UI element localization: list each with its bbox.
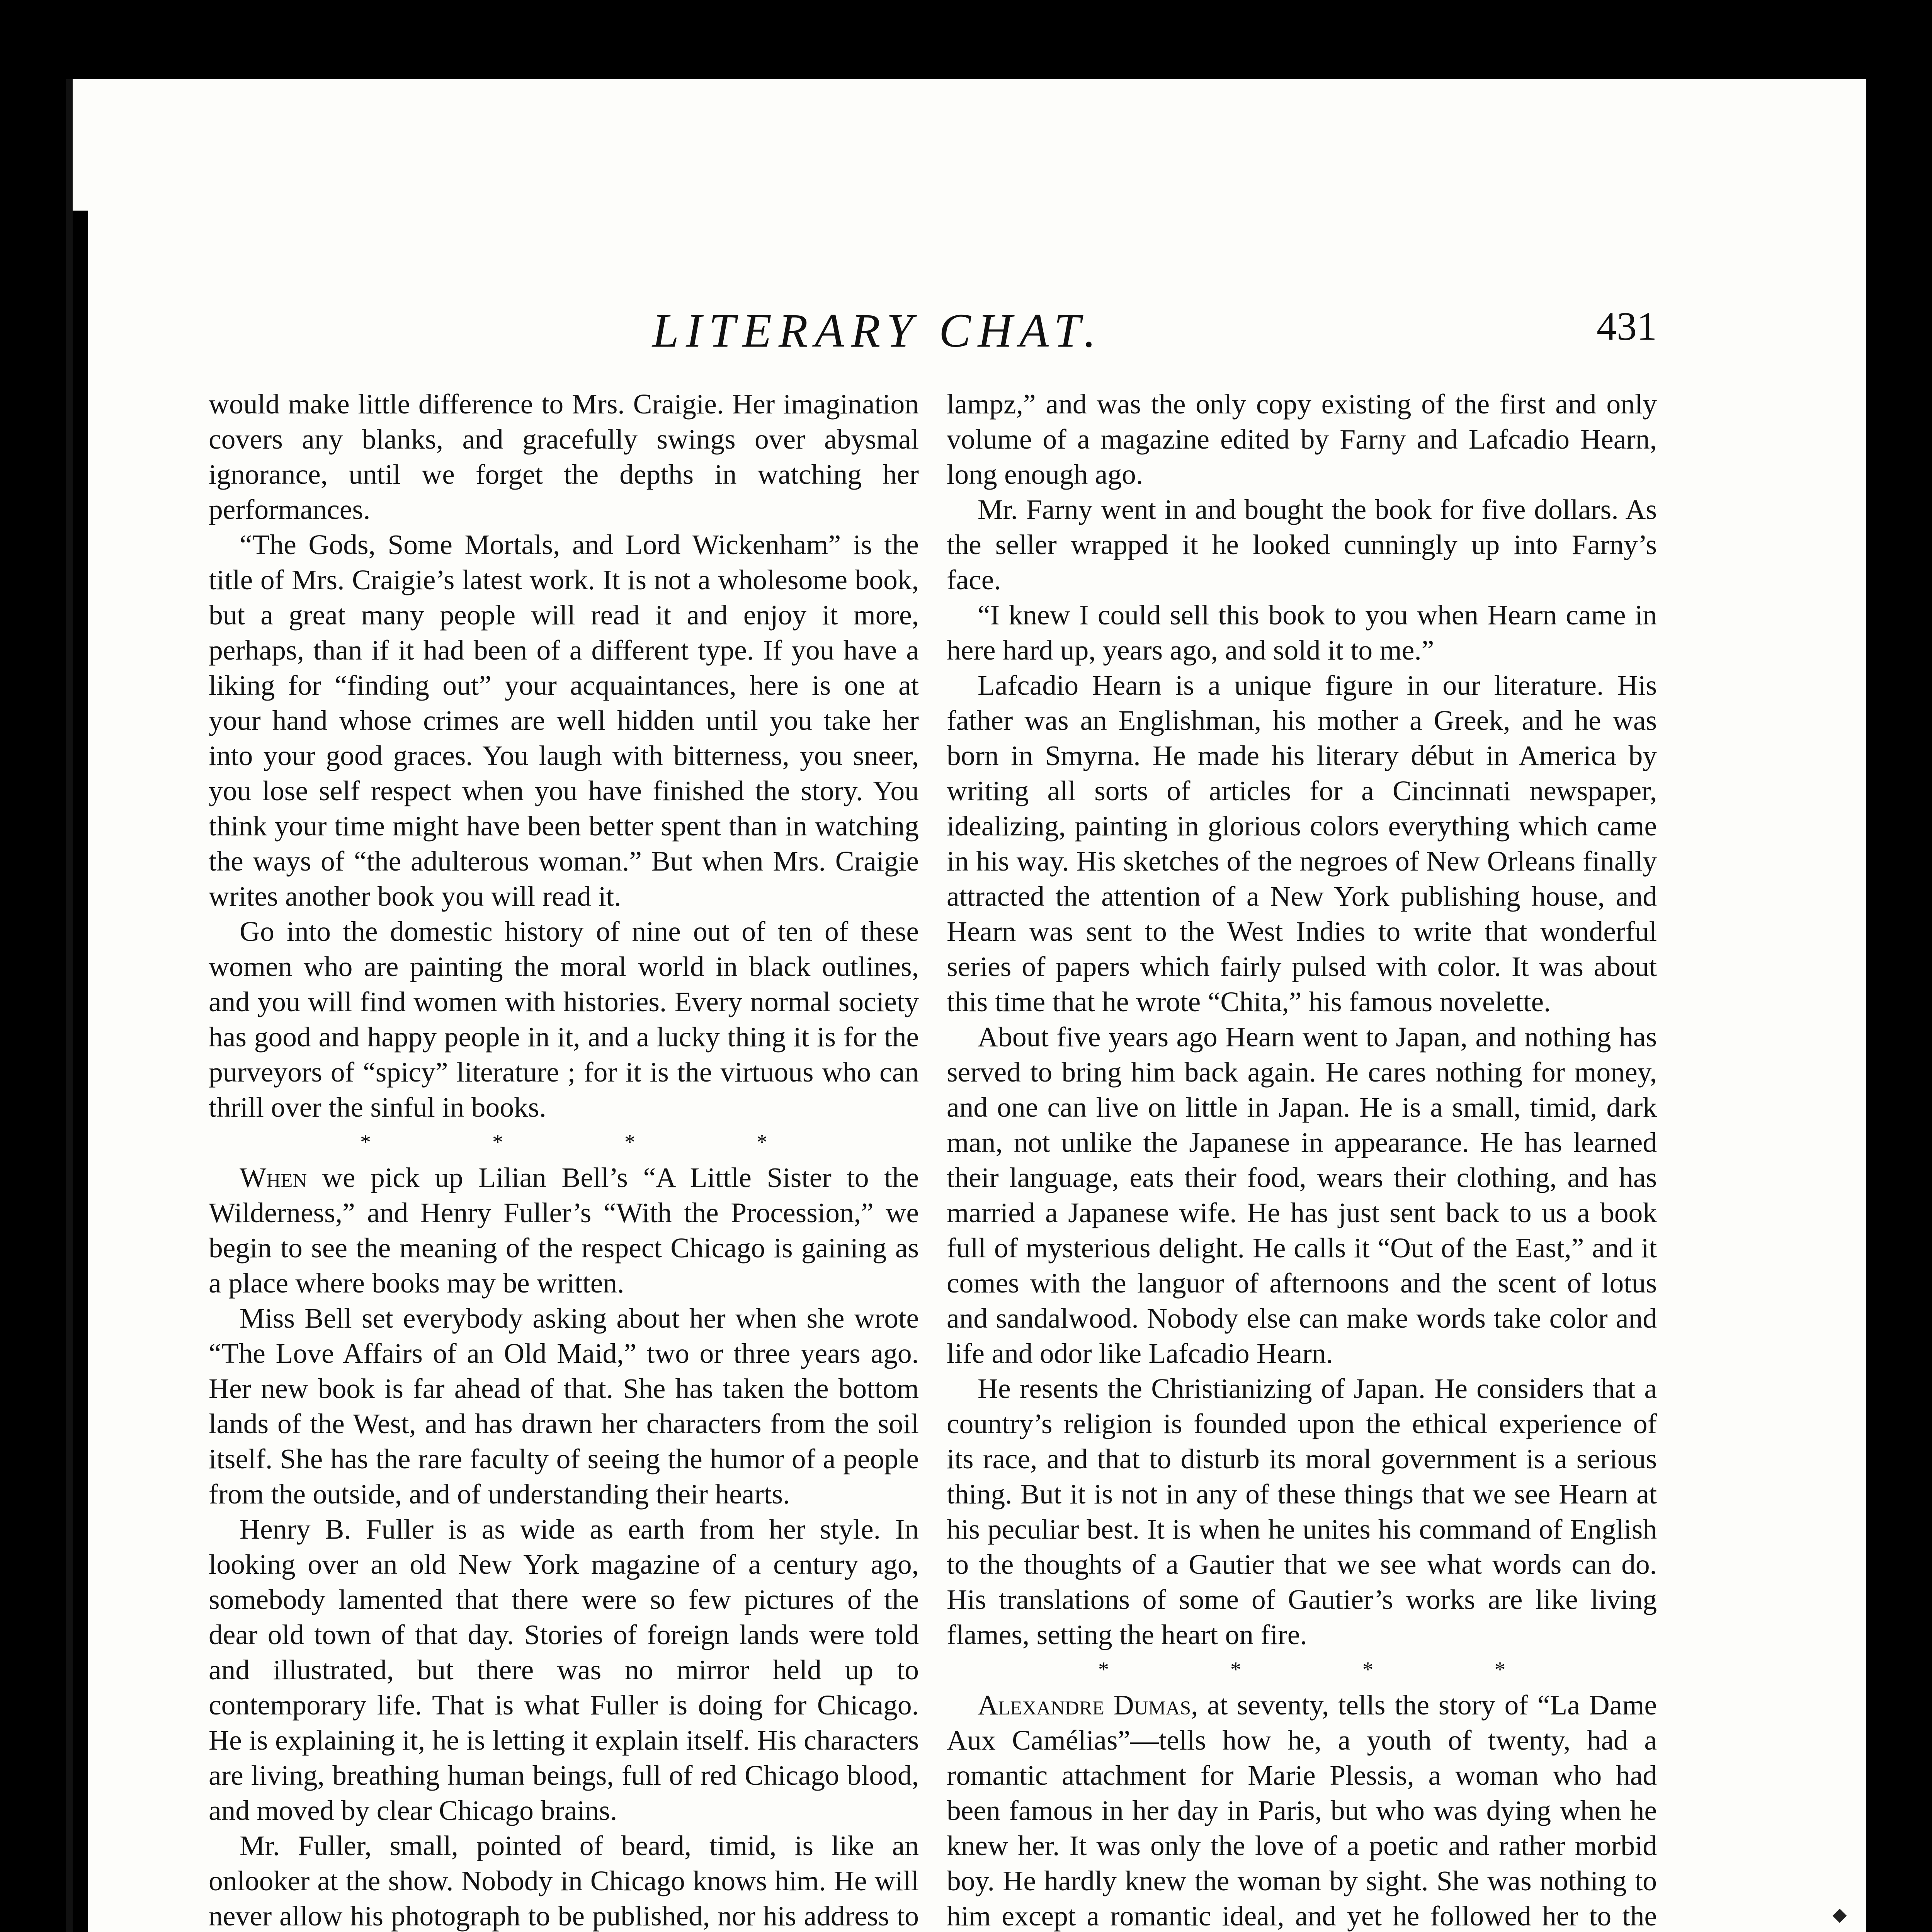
paragraph: “I knew I could sell this book to you when Hearn came in here hard up, years ago, and sold it to me.”: [947, 599, 1657, 666]
margin-mark: [1833, 1909, 1847, 1923]
paragraph: [947, 1687, 1657, 1932]
paragraph-text: at seventy, tells the story of “La Dame Aux Camélias”—tells how he, a youth of twenty, had a romantic attachment for Marie Plessis, a woman who had been famous in her day in Paris, but who was dying when he knew her. It was only the love of a poetic and rather morbid boy. He hardly knew the woman by sight. She was nothing to him except a romantic ideal, and yet he followed her to the: [947, 1689, 1657, 1932]
paragraph-text: we pick up Lilian Bell’s “A Little Sister to the Wilderness,” and Henry Fuller’s “With the Procession,” we begin to see the meaning of the respect Chicago is gaining as a place where books may be written.: [209, 1162, 919, 1299]
lead-word: Alexandre Dumas,: [978, 1689, 1198, 1721]
paragraph: Henry B. Fuller is as wide as earth from her style. In looking over an old New York magazine of a century ago, somebody lamented that there were so few pictures of the dear old town of that day. Stories of foreign lands were told and illustrated, but there was no mirror held up to contemporary life. That is what Fuller is doing for Chicago. He is explaining it, he is letting it explain itself. His characters are living, breathing human beings, full of red Chicago blood, and moved by clear Chicago brains.: [209, 1514, 919, 1826]
paragraph: Mr. Farny went in and bought the book for five dollars. As the seller wrapped it he looked cunningly up into Farny’s face.: [947, 494, 1657, 595]
paragraph: Miss Bell set everybody asking about her when she wrote “The Love Affairs of an Old Maid,” two or three years ago. Her new book is far ahead of that. She has taken the bottom lands of the West, and has drawn her characters from the soil itself. She has the rare faculty of seeing the humor of a people from the outside, and of understanding their hearts.: [209, 1303, 919, 1510]
paragraph: Mr. Fuller, small, pointed of beard, timid, is like an onlooker at the show. Nobody in Chicago knows him. He will never allow his photograph to be published, nor his address to: [209, 1830, 919, 1932]
section-separator: * * * *: [1098, 1658, 1563, 1682]
paragraph: About five years ago Hearn went to Japan, and nothing has served to bring him back again. He cares nothing for money, and one can live on little in Japan. He is a small, timid, dark man, not unlike the Japanese in appearance. He has learned their language, eats their food, wears their clothing, and has married a Japanese wife. He has just sent back to us a book full of mysterious delight. He calls it “Out of the East,” and it comes with the languor of afternoons and the scent of lotus and sandalwood. Nobody else can make words take color and life and odor like Lafcadio Hearn.: [947, 1021, 1657, 1369]
paragraph: “The Gods, Some Mortals, and Lord Wickenham” is the title of Mrs. Craigie’s latest work. It is not a wholesome book, but a great many people will read it and enjoy it more, perhaps, than if it had been of a different type. If you have a liking for “finding out” your acquaintances, here is one at your hand whose crimes are well hidden until you take her into your good graces. You laugh with bitterness, you sneer, you lose self respect when you have finished the story. You think your time might have been better spent than in watching the ways of “the adulterous woman.” But when Mrs. Craigie writes another book you will read it.: [209, 529, 919, 912]
paragraph: would make little difference to Mrs. Craigie. Her imagination covers any blanks, and gracefully swings over abysmal ignorance, until we forget the depths in watching her performances.: [209, 388, 919, 525]
page-number: 431: [1597, 304, 1657, 349]
page-header: [652, 303, 1657, 381]
paragraph: He resents the Christianizing of Japan. He considers that a country’s religion is founded upon the ethical experience of its race, and that to disturb its moral government is a serious thing. But it is not in any of these things that we see Hearn at his peculiar best. It is when he unites his command of English to the thoughts of a Gautier that we see what words can do. His translations of some of Gautier’s works are like living flames, setting the heart on fire.: [947, 1373, 1657, 1650]
book-page: [66, 79, 1866, 1932]
scan-binding-edge: [73, 211, 88, 1932]
lead-word: When: [240, 1162, 307, 1193]
running-title: LITERARY CHAT.: [652, 304, 1103, 357]
left-column: [209, 386, 919, 1932]
section-separator: * * * *: [360, 1130, 825, 1154]
paragraph: [209, 1160, 919, 1301]
paragraph: Go into the domestic history of nine out of ten of these women who are painting the moral world in black outlines, and you will find women with histories. Every normal society has good and happy people in it, and a lucky thing it is for the purveyors of “spicy” literature ; for it is the virtuous who can thrill over the sinful in books.: [209, 916, 919, 1123]
paragraph: Lafcadio Hearn is a unique figure in our literature. His father was an Englishman, his mother a Greek, and he was born in Smyrna. He made his literary début in America by writing all sorts of articles for a Cincinnati newspaper, idealizing, painting in glorious colors everything which came in his way. His sketches of the negroes of New Orleans finally attracted the attention of a New York publishing house, and Hearn was sent to the West Indies to write that wonderful series of papers which fairly pulsed with color. It was about this time that he wrote “Chita,” his famous novelette.: [947, 670, 1657, 1017]
paragraph: lampz,” and was the only copy existing of the first and only volume of a magazine edited by Farny and Lafcadio Hearn, long enough ago.: [947, 388, 1657, 490]
right-column: [947, 386, 1657, 1932]
